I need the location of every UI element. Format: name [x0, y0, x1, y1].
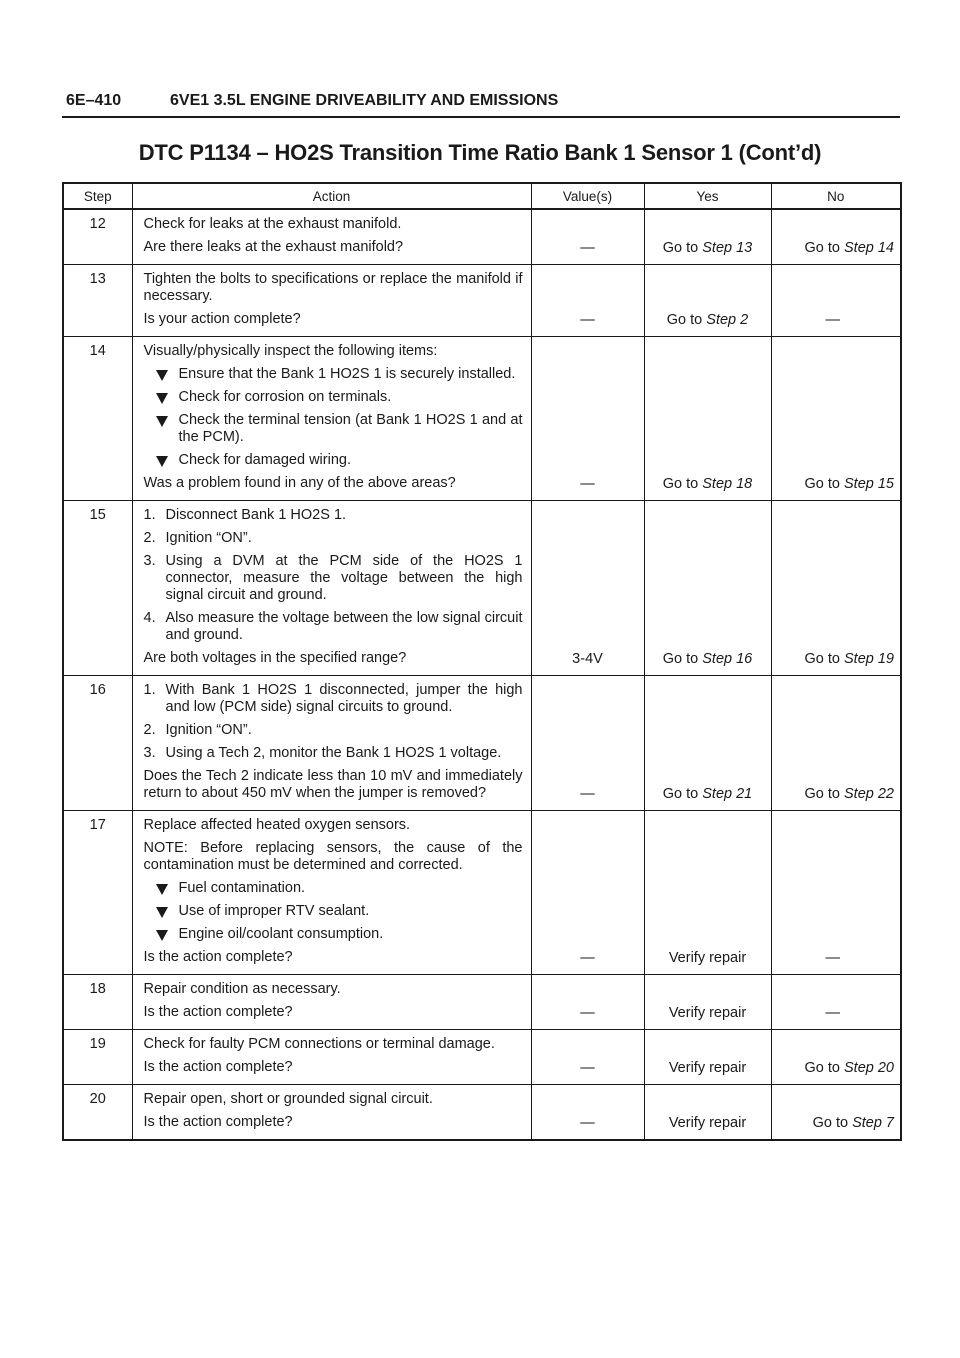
item-number: 4.: [143, 610, 156, 626]
action-text: Check for leaks at the exhaust manifold.: [143, 216, 402, 232]
step-number: 18: [63, 975, 132, 1030]
action-text: Replace affected heated oxygen sensors.: [143, 817, 411, 833]
no-cell: [771, 1030, 901, 1085]
no-step-ref: Step 15: [844, 476, 894, 492]
no-text: Go to: [812, 1115, 853, 1131]
action-text: NOTE: Before replacing sensors, the cause of the contamination must be determined and corrected.: [143, 840, 523, 873]
item-text: Using a Tech 2, monitor the Bank 1 HO2S 1 voltage.: [165, 745, 502, 761]
step-number: 15: [63, 501, 132, 676]
numbered-item: [144, 507, 523, 524]
bullet-item: Use of improper RTV sealant.: [144, 903, 523, 920]
yes-text: Go to: [662, 651, 703, 667]
column-header-values: Value(s): [531, 183, 644, 209]
yes-cell: [644, 975, 771, 1030]
numbered-item: [144, 745, 523, 762]
no-text: Go to: [804, 240, 844, 256]
no-text: Go to: [804, 651, 844, 667]
bullet-item: Check for corrosion on terminals.: [144, 389, 523, 406]
item-number: 3.: [143, 745, 156, 761]
action-text: Repair open, short or grounded signal circuit.: [143, 1091, 433, 1107]
no-step-ref: Step 14: [844, 240, 894, 256]
no-cell: [771, 1085, 901, 1141]
no-text: Go to: [804, 786, 844, 802]
action-text: Is the action complete?: [143, 1059, 293, 1075]
no-text: Go to: [804, 476, 844, 492]
action-cell: [132, 975, 531, 1030]
bullet-item: Ensure that the Bank 1 HO2S 1 is securely installed.: [144, 366, 523, 383]
action-cell: [132, 501, 531, 676]
yes-text: Go to: [662, 476, 703, 492]
value-cell: —: [531, 811, 644, 975]
item-number: 2.: [143, 530, 156, 546]
yes-cell: [644, 676, 771, 811]
document-title: DTC P1134 – HO2S Transition Time Ratio Bank 1 Sensor 1 (Cont’d): [138, 140, 822, 165]
action-cell: [132, 209, 531, 265]
no-cell: [771, 337, 901, 501]
yes-text: Verify repair: [668, 950, 747, 966]
yes-cell: [644, 265, 771, 337]
no-cell: [771, 676, 901, 811]
item-number: 3.: [143, 553, 156, 569]
action-cell: [132, 1030, 531, 1085]
item-number: 1.: [143, 507, 156, 523]
no-cell: [771, 975, 901, 1030]
column-header-step: Step: [63, 183, 132, 209]
action-text: Are both voltages in the specified range?: [143, 650, 407, 666]
action-cell: [132, 265, 531, 337]
table-row: [63, 676, 901, 811]
bullet-item: Engine oil/coolant consumption.: [144, 926, 523, 943]
action-text: Was a problem found in any of the above areas?: [143, 475, 456, 491]
yes-cell: [644, 501, 771, 676]
item-number: 1.: [143, 682, 156, 698]
section-title: 6VE1 3.5L ENGINE DRIVEABILITY AND EMISSIONS: [170, 92, 559, 109]
table-header-row: [63, 183, 901, 209]
value-cell: —: [531, 265, 644, 337]
action-text: Are there leaks at the exhaust manifold?: [143, 239, 404, 255]
no-step-ref: Step 7: [852, 1115, 894, 1131]
value-cell: —: [531, 337, 644, 501]
page-header: [62, 90, 900, 118]
table-row: [63, 1030, 901, 1085]
table-row: [63, 265, 901, 337]
table-row: [63, 337, 901, 501]
numbered-item: [144, 722, 523, 739]
item-number: 2.: [143, 722, 156, 738]
yes-cell: [644, 811, 771, 975]
yes-text: Go to: [662, 786, 703, 802]
no-cell: [771, 209, 901, 265]
item-text: Ignition “ON”.: [165, 530, 252, 546]
page-number: 6E–410: [66, 92, 122, 109]
action-text: Is your action complete?: [143, 311, 301, 327]
table-row: [63, 811, 901, 975]
yes-text: Go to: [662, 240, 703, 256]
numbered-item: [144, 553, 523, 604]
no-cell: [771, 811, 901, 975]
yes-text: Verify repair: [668, 1005, 747, 1021]
no-cell: [771, 265, 901, 337]
yes-text: Verify repair: [668, 1060, 747, 1076]
table-row: [63, 501, 901, 676]
yes-cell: [644, 1030, 771, 1085]
action-text: Is the action complete?: [143, 1004, 293, 1020]
step-number: 12: [63, 209, 132, 265]
yes-step-ref: Step 21: [702, 786, 753, 802]
yes-text: Verify repair: [668, 1115, 747, 1131]
item-text: Ignition “ON”.: [165, 722, 252, 738]
no-text: —: [825, 950, 840, 966]
bullet-item: Check the terminal tension (at Bank 1 HO2S 1 and at the PCM).: [144, 412, 523, 446]
column-header-yes: Yes: [644, 183, 771, 209]
value-cell: —: [531, 1085, 644, 1141]
action-cell: [132, 337, 531, 501]
yes-cell: [644, 1085, 771, 1141]
table-body: [63, 209, 901, 1140]
value-cell: —: [531, 676, 644, 811]
action-text: Tighten the bolts to specifications or replace the manifold if necessary.: [143, 271, 523, 304]
item-text: Using a DVM at the PCM side of the HO2S 1 connector, measure the voltage between the high signal circuit and ground.: [165, 553, 523, 603]
no-step-ref: Step 19: [844, 651, 894, 667]
value-cell: 3-4V: [531, 501, 644, 676]
no-text: Go to: [804, 1060, 844, 1076]
column-header-action: Action: [132, 183, 531, 209]
action-text: Check for faulty PCM connections or terminal damage.: [143, 1036, 495, 1052]
bullet-item: Fuel contamination.: [144, 880, 523, 897]
action-text: Visually/physically inspect the following items:: [143, 343, 438, 359]
item-text: Disconnect Bank 1 HO2S 1.: [165, 507, 347, 523]
item-text: With Bank 1 HO2S 1 disconnected, jumper the high and low (PCM side) signal circuits to ground.: [165, 682, 523, 715]
action-cell: [132, 1085, 531, 1141]
action-cell: [132, 811, 531, 975]
bullet-item: Check for damaged wiring.: [144, 452, 523, 469]
step-number: 13: [63, 265, 132, 337]
no-step-ref: Step 22: [844, 786, 894, 802]
no-text: —: [825, 1005, 840, 1021]
diagnostic-table: [62, 182, 902, 1141]
no-step-ref: Step 20: [844, 1060, 894, 1076]
yes-cell: [644, 337, 771, 501]
action-text: Does the Tech 2 indicate less than 10 mV and immediately return to about 450 mV when the jumper is removed?: [143, 768, 523, 801]
table-row: [63, 1085, 901, 1141]
value-cell: —: [531, 975, 644, 1030]
step-number: 17: [63, 811, 132, 975]
yes-step-ref: Step 13: [702, 240, 753, 256]
yes-cell: [644, 209, 771, 265]
table-row: [63, 209, 901, 265]
value-cell: —: [531, 1030, 644, 1085]
action-text: Repair condition as necessary.: [143, 981, 341, 997]
numbered-item: [144, 610, 523, 644]
no-text: —: [825, 312, 840, 328]
item-text: Also measure the voltage between the low signal circuit and ground.: [165, 610, 523, 643]
step-number: 14: [63, 337, 132, 501]
step-number: 20: [63, 1085, 132, 1141]
yes-step-ref: Step 16: [702, 651, 753, 667]
action-text: Is the action complete?: [143, 1114, 293, 1130]
step-number: 16: [63, 676, 132, 811]
table-row: [63, 975, 901, 1030]
step-number: 19: [63, 1030, 132, 1085]
yes-step-ref: Step 2: [706, 312, 749, 328]
yes-step-ref: Step 18: [702, 476, 753, 492]
numbered-item: [144, 530, 523, 547]
numbered-item: [144, 682, 523, 716]
no-cell: [771, 501, 901, 676]
action-cell: [132, 676, 531, 811]
column-header-no: No: [771, 183, 901, 209]
yes-text: Go to: [666, 312, 707, 328]
value-cell: —: [531, 209, 644, 265]
action-text: Is the action complete?: [143, 949, 293, 965]
